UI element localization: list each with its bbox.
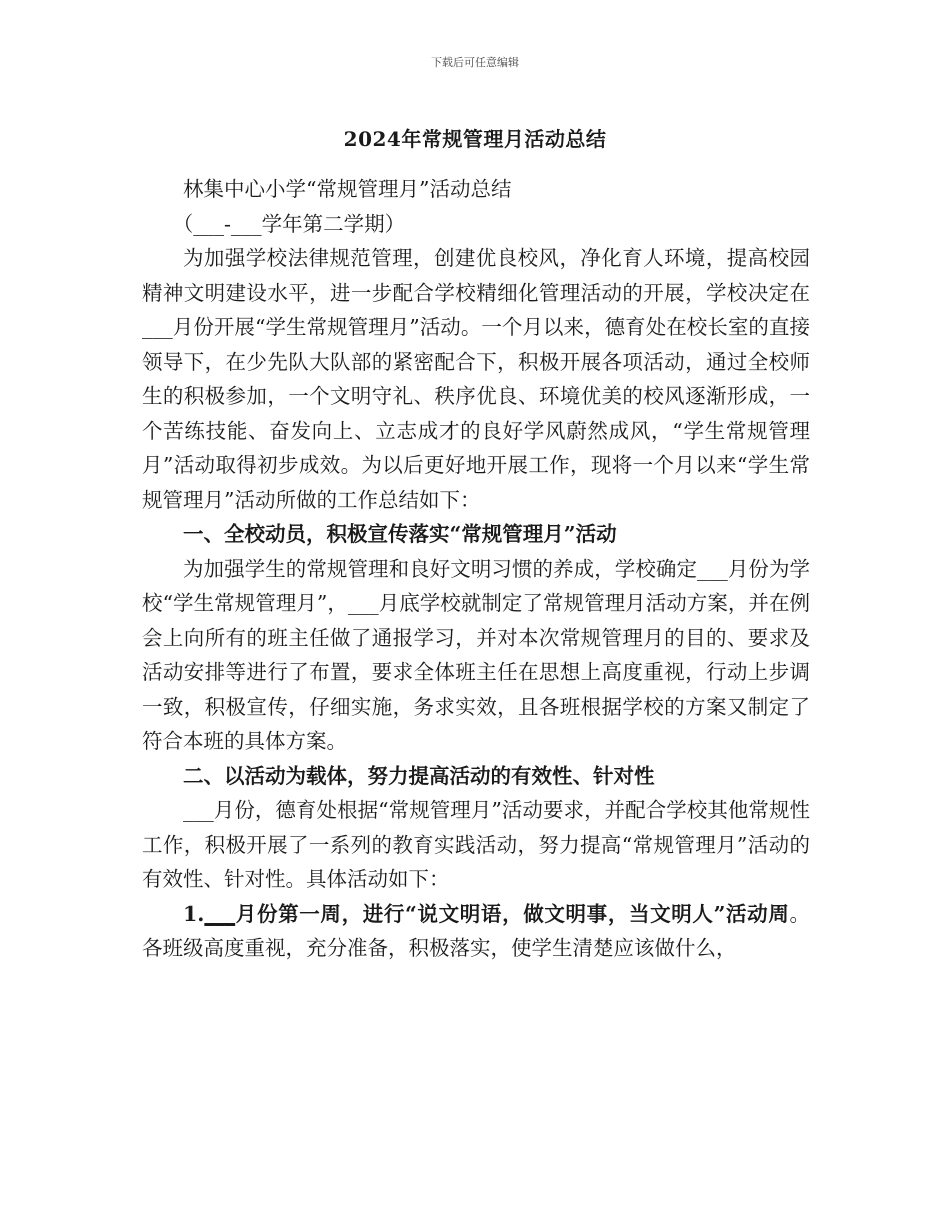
section-1-paragraph: 为加强学生的常规管理和良好文明习惯的养成，学校确定___月份为学校“学生常规管理月”，___月底学校就制定了常规管理月活动方案，并在例会上向所有的班主任做了通报学习，并对本次常规管理月的目的、要求及活动安排等进行了布置，要求全体班主任在思想上高度重视，行动上步调一致，积极宣传，仔细实施，务求实效，且各班根据学校的方案又制定了符合本班的具体方案。 — [142, 556, 810, 753]
item-1-paragraph — [142, 897, 810, 966]
item-1-number: 1. — [183, 901, 205, 926]
item-1-blank: ___ — [204, 901, 236, 926]
document-body — [142, 172, 810, 966]
item-1-heading: 月份第一周，进行“说文明语，做文明事，当文明人”活动周 — [235, 901, 790, 926]
intro-paragraph: 为加强学校法律规范管理，创建优良校风，净化育人环境，提高校园精神文明建设水平，进一步配合学校精细化管理活动的开展，学校决定在___月份开展“学生常规管理月”活动。一个月以来，德育处在校长室的直接领导下，在少先队大队部的紧密配合下，积极开展各项活动，通过全校师生的积极参加，一个文明守礼、秩序优良、环境优美的校风逐渐形成，一个苦练技能、奋发向上、立志成才的良好学风蔚然成风，“学生常规管理月”活动取得初步成效。为以后更好地开展工作，现将一个月以来“学生常规管理月”活动所做的工作总结如下： — [142, 246, 810, 512]
section-2-paragraph: ___月份，德育处根据“常规管理月”活动要求，并配合学校其他常规性工作，积极开展了一系列的教育实践活动，努力提高“常规管理月”活动的有效性、针对性。具体活动如下： — [142, 798, 810, 891]
document-title: 2024年常规管理月活动总结 — [343, 127, 607, 151]
section-2-heading: 二、以活动为载体，努力提高活动的有效性、针对性 — [183, 763, 655, 788]
header-note: 下载后可任意编辑 — [431, 56, 519, 69]
item-1-text: 。各班级高度重视，充分准备，积极落实，使学生清楚应该做什么， — [142, 901, 810, 960]
section-1-heading: 一、全校动员，积极宣传落实“常规管理月”活动 — [183, 522, 617, 546]
document-subtitle: 林集中心小学“常规管理月”活动总结 — [183, 177, 512, 201]
term-line: （___-___学年第二学期） — [172, 211, 406, 236]
